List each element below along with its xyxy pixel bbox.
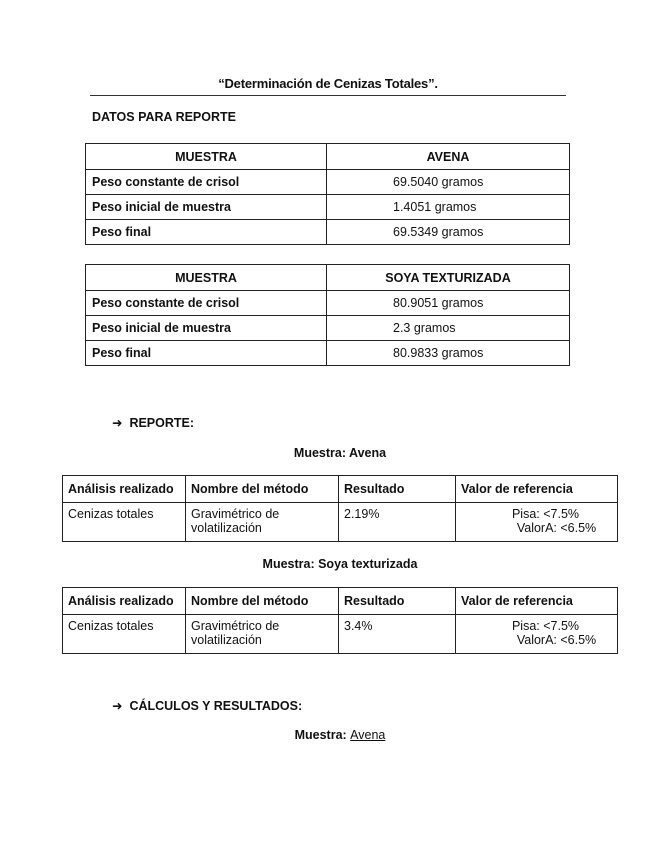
header-cell: Resultado [339,476,456,503]
row-label: Peso final [86,341,327,366]
calculations-heading-text: CÁLCULOS Y RESULTADOS: [129,699,303,713]
method-cell [186,503,339,542]
row-label: Peso constante de crisol [86,170,327,195]
table-row [86,341,570,366]
header-cell: Nombre del método [186,476,339,503]
report-heading-text: REPORTE: [129,416,195,430]
reference-line: Pisa: <7.5% [511,619,580,633]
data-table-avena [85,143,570,245]
row-value: 69.5040 gramos [393,175,484,189]
reference-line: ValorA: <6.5% [516,633,597,647]
header-cell: SOYA TEXTURIZADA [327,265,570,291]
header-cell: MUESTRA [86,144,327,170]
calculations-sample-label [62,728,618,742]
row-value-cell [327,170,570,195]
calculations-heading [112,698,302,713]
method-line: volatilización [191,521,262,535]
result-cell: 3.4% [339,615,456,654]
table-row [86,220,570,245]
table-row [86,195,570,220]
sample-name: Avena [350,728,386,742]
row-value: 69.5349 gramos [393,225,484,239]
table-row [63,503,618,542]
analysis-cell: Cenizas totales [63,615,186,654]
row-value-cell [327,195,570,220]
row-label: Peso inicial de muestra [86,195,327,220]
data-section-label: DATOS PARA REPORTE [92,110,236,124]
row-label: Peso inicial de muestra [86,316,327,341]
table-row [86,170,570,195]
table-header-row [86,265,570,291]
method-line: volatilización [191,633,262,647]
sample-label-soya: Muestra: Soya texturizada [262,557,418,571]
row-value-cell [327,291,570,316]
document-title: “Determinación de Cenizas Totales”. [218,76,438,91]
method-cell [186,615,339,654]
row-value: 2.3 gramos [393,321,456,335]
row-value: 80.9833 gramos [393,346,484,360]
sample-label-avena: Muestra: Avena [293,446,387,460]
title-underline [90,95,566,96]
data-table-soya [85,264,570,366]
result-cell: 2.19% [339,503,456,542]
reference-line: Pisa: <7.5% [511,507,580,521]
row-value-cell [327,220,570,245]
arrow-right-icon: ➜ [112,699,123,713]
table-header-row [63,588,618,615]
header-cell: Análisis realizado [63,476,186,503]
header-cell: Análisis realizado [63,588,186,615]
table-row [63,615,618,654]
header-cell: AVENA [327,144,570,170]
analysis-cell: Cenizas totales [63,503,186,542]
header-cell: Nombre del método [186,588,339,615]
row-value: 1.4051 gramos [393,200,477,214]
reference-cell [456,615,618,654]
reference-cell [456,503,618,542]
header-cell: Valor de referencia [456,588,618,615]
arrow-right-icon: ➜ [112,416,123,430]
report-table-avena [62,475,618,542]
table-row [86,291,570,316]
row-value: 80.9051 gramos [393,296,484,310]
table-header-row [86,144,570,170]
header-cell: MUESTRA [86,265,327,291]
header-cell: Valor de referencia [456,476,618,503]
report-heading [112,415,194,430]
row-value-cell [327,316,570,341]
table-row [86,316,570,341]
sample-prefix: Muestra: [294,728,347,742]
reference-line: ValorA: <6.5% [516,521,597,535]
method-line: Gravimétrico de [191,619,280,633]
report-table-soya [62,587,618,654]
row-label: Peso final [86,220,327,245]
table-header-row [63,476,618,503]
row-label: Peso constante de crisol [86,291,327,316]
row-value-cell [327,341,570,366]
method-line: Gravimétrico de [191,507,280,521]
header-cell: Resultado [339,588,456,615]
